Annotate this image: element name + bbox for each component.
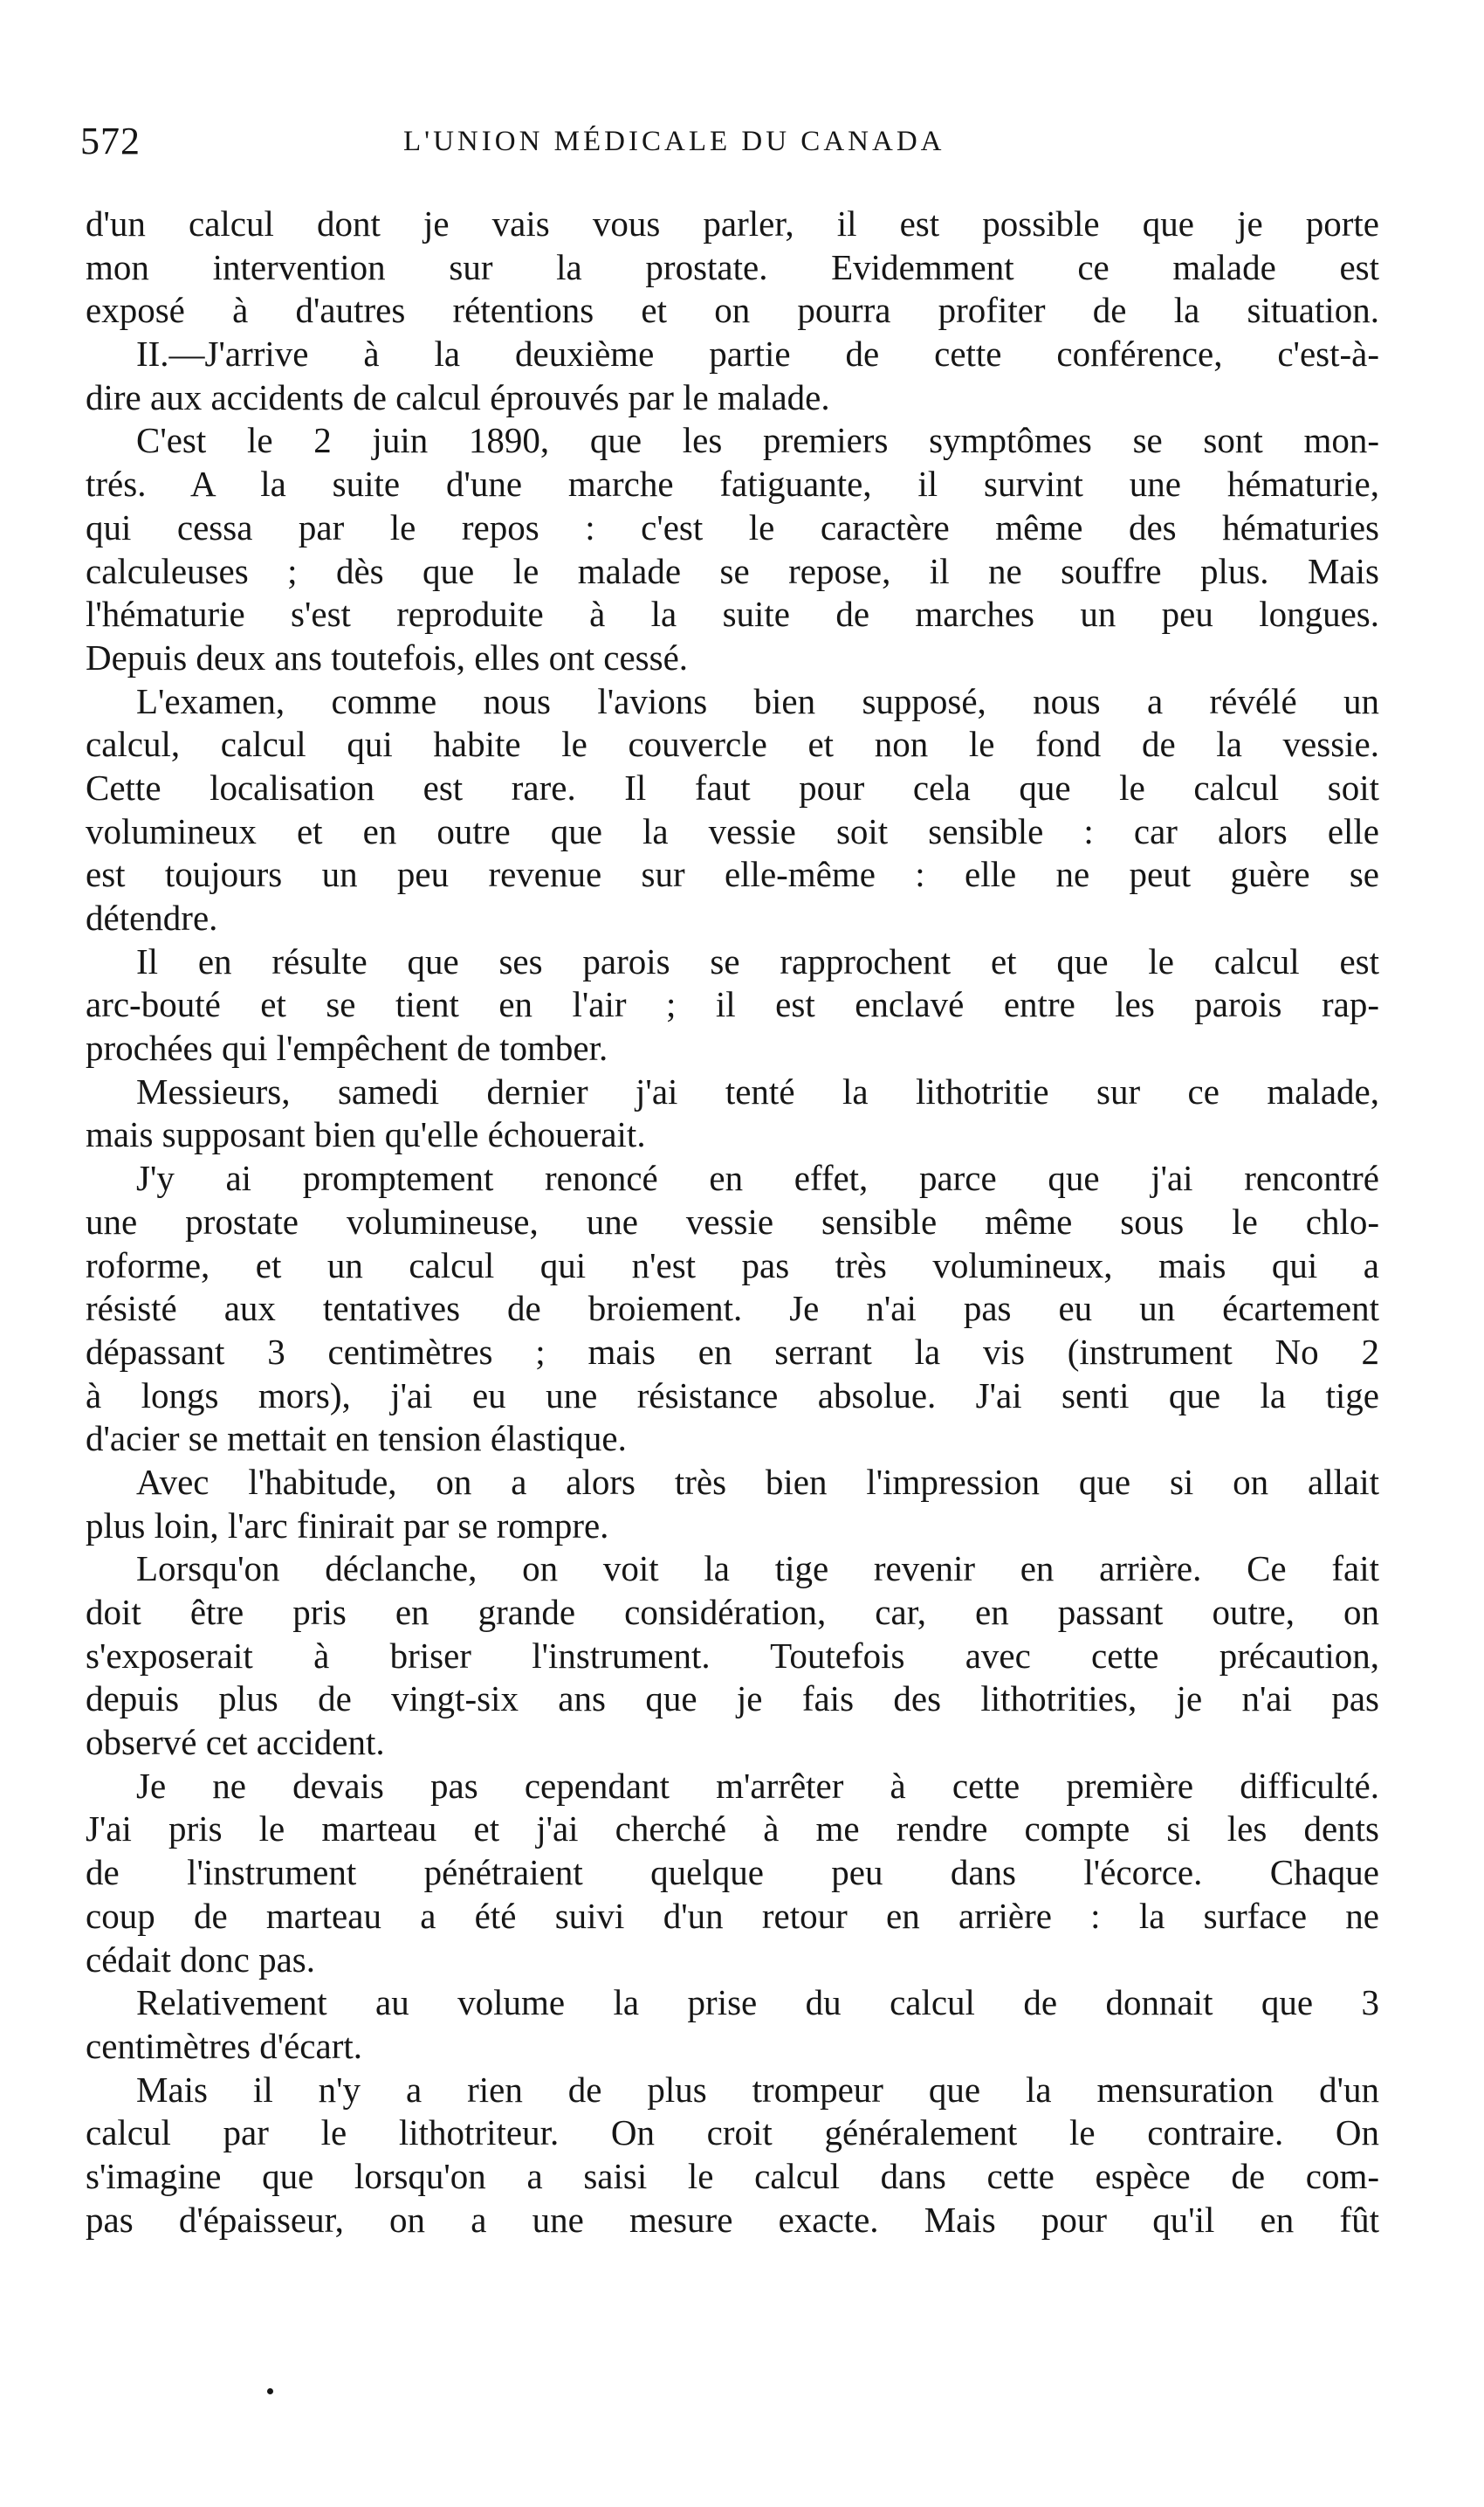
text-line: J'ai pris le marteau et j'ai cherché à me rendre compte si les dents <box>86 1808 1379 1849</box>
text-line: Je ne devais pas cependant m'arrêter à cette première difficulté. <box>136 1765 1379 1806</box>
text-line: d'un calcul dont je vais vous parler, il est possible que je porte <box>86 203 1379 244</box>
text-line: Depuis deux ans toutefois, elles ont cessé. <box>86 637 689 678</box>
text-line: une prostate volumineuse, une vessie sensible même sous le chlo- <box>86 1201 1379 1242</box>
text-line: pas d'épaisseur, on a une mesure exacte. Mais pour qu'il en fût <box>86 2199 1379 2240</box>
text-line: Lorsqu'on déclanche, on voit la tige revenir en arrière. Ce fait <box>136 1548 1379 1589</box>
print-dot <box>267 2388 273 2394</box>
text-line: roforme, et un calcul qui n'est pas très volumineux, mais qui a <box>86 1244 1379 1285</box>
text-line: II.—J'arrive à la deuxième partie de cette conférence, c'est-à- <box>136 334 1379 375</box>
text-line: s'exposerait à briser l'instrument. Toutefois avec cette précaution, <box>86 1635 1379 1676</box>
text-line: calcul, calcul qui habite le couvercle et non le fond de la vessie. <box>86 724 1379 765</box>
text-line: Mais il n'y a rien de plus trompeur que la mensuration d'un <box>136 2069 1379 2110</box>
text-line: Il en résulte que ses parois se rapprochent et que le calcul est <box>136 940 1379 981</box>
text-line: mais supposant bien qu'elle échouerait. <box>86 1114 646 1155</box>
running-head: L'UNION MÉDICALE DU CANADA <box>403 126 945 157</box>
text-line: calcul par le lithotriteur. On croit généralement le contraire. On <box>86 2112 1379 2153</box>
text-line: exposé à d'autres rétentions et on pourra profiter de la situation. <box>86 290 1379 331</box>
text-line: résisté aux tentatives de broiement. Je n'ai pas eu un écartement <box>86 1288 1379 1329</box>
text-line: détendre. <box>86 898 218 938</box>
body-text <box>86 203 1379 2242</box>
text-line: cédait donc pas. <box>86 1939 315 1980</box>
page-number: 572 <box>80 120 141 162</box>
text-line: Messieurs, samedi dernier j'ai tenté la lithotritie sur ce malade, <box>136 1071 1379 1112</box>
text-line: arc-bouté et se tient en l'air ; il est enclavé entre les parois rap- <box>86 984 1379 1025</box>
text-line: doit être pris en grande considération, car, en passant outre, on <box>86 1592 1379 1632</box>
text-line: plus loin, l'arc finirait par se rompre. <box>86 1505 609 1546</box>
text-line: Cette localisation est rare. Il faut pour cela que le calcul soit <box>86 767 1379 808</box>
text-line: qui cessa par le repos : c'est le caractère même des hématuries <box>86 506 1379 548</box>
text-line: C'est le 2 juin 1890, que les premiers symptômes se sont mon- <box>136 420 1379 461</box>
text-line: depuis plus de vingt-six ans que je fais des lithotrities, je n'ai pas <box>86 1678 1379 1719</box>
text-line: Relativement au volume la prise du calcul de donnait que 3 <box>136 1982 1379 2023</box>
text-line: coup de marteau a été suivi d'un retour en arrière : la surface ne <box>86 1895 1379 1936</box>
text-line: L'examen, comme nous l'avions bien supposé, nous a révélé un <box>136 680 1379 721</box>
text-line: dépassant 3 centimètres ; mais en serrant la vis (instrument No 2 <box>86 1331 1379 1372</box>
text-line: est toujours un peu revenue sur elle-même : elle ne peut guère se <box>86 854 1379 895</box>
text-line: centimètres d'écart. <box>86 2025 362 2066</box>
text-line: prochées qui l'empêchent de tomber. <box>86 1028 608 1069</box>
text-line: l'hématurie s'est reproduite à la suite de marches un peu longues. <box>86 594 1379 635</box>
text-line: s'imagine que lorsqu'on a saisi le calcul dans cette espèce de com- <box>86 2155 1379 2196</box>
text-line: dire aux accidents de calcul éprouvés par le malade. <box>86 376 830 417</box>
text-line: trés. A la suite d'une marche fatiguante, il survint une hématurie, <box>86 464 1379 505</box>
text-line: mon intervention sur la prostate. Evidemment ce malade est <box>86 246 1379 287</box>
text-line: à longs mors), j'ai eu une résistance absolue. J'ai senti que la tige <box>86 1374 1379 1415</box>
text-line: d'acier se mettait en tension élastique. <box>86 1418 627 1459</box>
text-line: J'y ai promptement renoncé en effet, parce que j'ai rencontré <box>136 1158 1379 1199</box>
text-line: Avec l'habitude, on a alors très bien l'impression que si on allait <box>136 1461 1379 1502</box>
text-line: de l'instrument pénétraient quelque peu dans l'écorce. Chaque <box>86 1852 1379 1893</box>
text-line: calculeuses ; dès que le malade se repose, il ne souffre plus. Mais <box>86 550 1379 591</box>
page-header <box>80 115 1379 168</box>
text-line: observé cet accident. <box>86 1722 385 1763</box>
text-line: volumineux et en outre que la vessie soit sensible : car alors elle <box>86 810 1379 851</box>
